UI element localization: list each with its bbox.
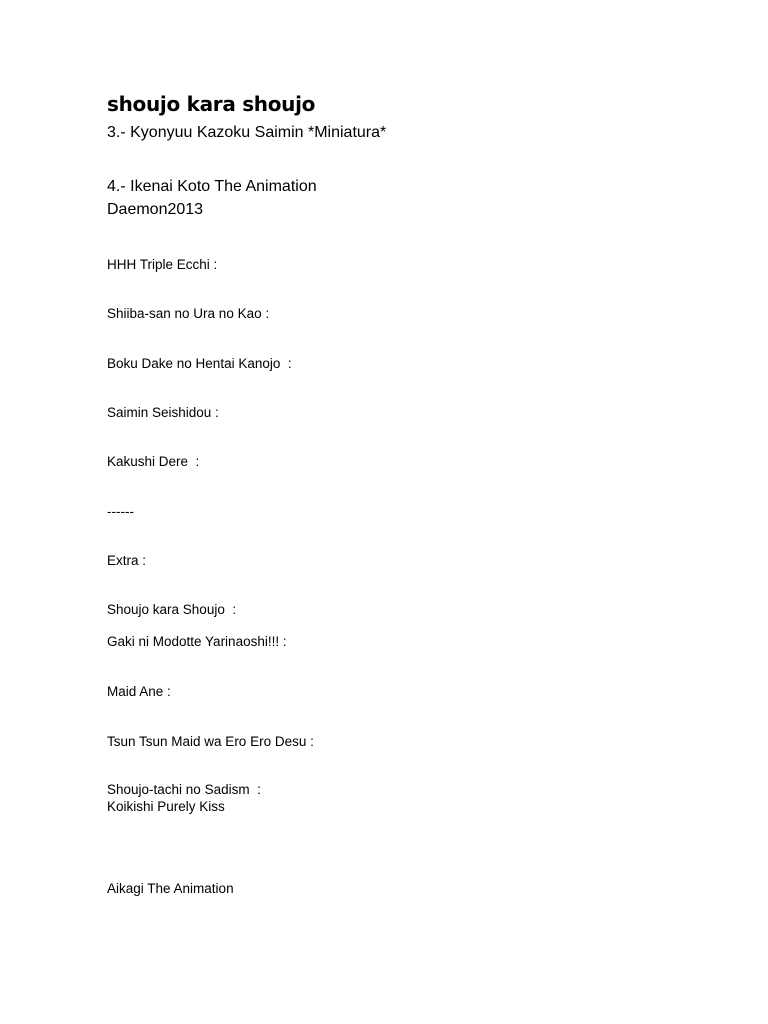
entry-line: Tsun Tsun Maid wa Ero Ero Desu :	[107, 734, 314, 749]
heading-line-daemon: Daemon2013	[107, 201, 204, 218]
entry-line: Aikagi The Animation	[107, 881, 234, 896]
heading-line-kyonyuu: 3.- Kyonyuu Kazoku Saimin *Miniatura*	[107, 124, 387, 141]
document-title: shoujo kara shoujo	[107, 92, 316, 116]
entry-line: Kakushi Dere :	[107, 454, 200, 469]
entry-line: HHH Triple Ecchi :	[107, 257, 218, 272]
heading-line-ikenai: 4.- Ikenai Koto The Animation	[107, 178, 317, 195]
entry-line: Boku Dake no Hentai Kanojo :	[107, 356, 292, 371]
entry-line: Saimin Seishidou :	[107, 405, 219, 420]
entry-line: Shoujo kara Shoujo :	[107, 602, 237, 617]
separator-line: ------	[107, 504, 134, 519]
entry-line: Gaki ni Modotte Yarinaoshi!!! :	[107, 634, 287, 649]
entry-line: Maid Ane :	[107, 684, 171, 699]
entry-line: Koikishi Purely Kiss	[107, 799, 225, 814]
entry-line: Shiiba-san no Ura no Kao :	[107, 306, 270, 321]
entry-line: Extra :	[107, 553, 147, 568]
entry-line: Shoujo-tachi no Sadism :	[107, 782, 261, 797]
